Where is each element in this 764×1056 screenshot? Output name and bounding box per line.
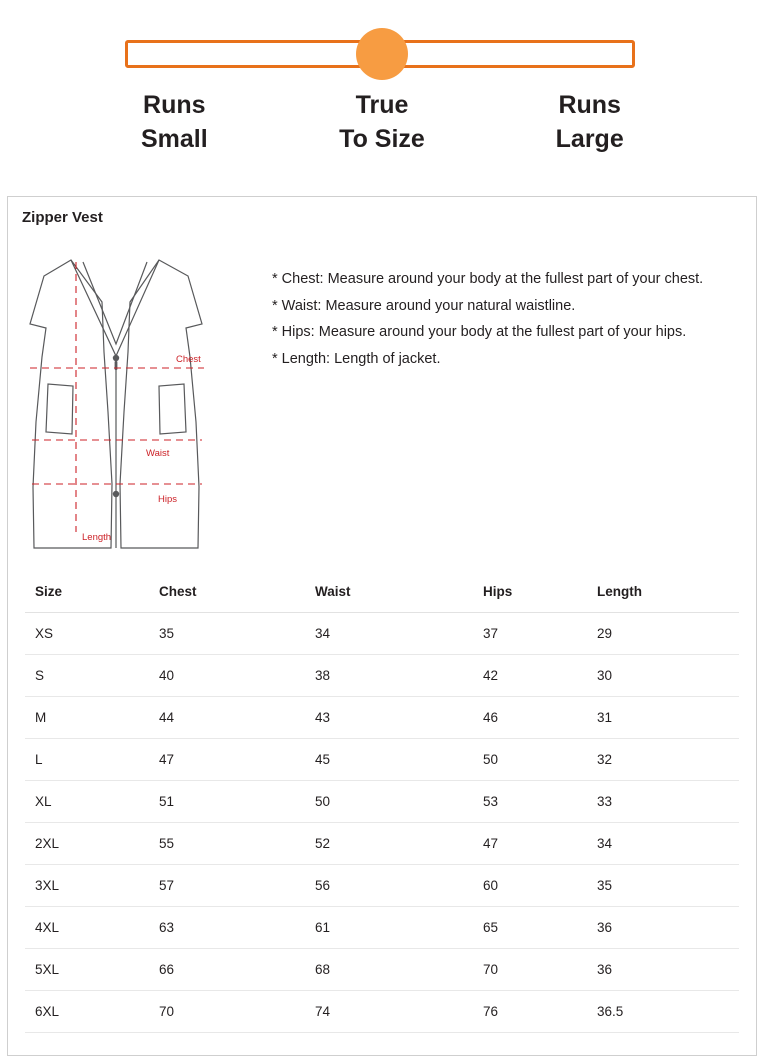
cell-chest: 57 [149,865,305,907]
size-chart-card [7,196,757,1056]
table-row [25,781,739,823]
fit-slider-labels [72,88,692,156]
cell-chest: 63 [149,907,305,949]
size-chart-table [25,571,739,1033]
column-header-size: Size [25,571,149,613]
cell-hips: 65 [473,907,587,949]
diagram-label-length: Length [82,532,112,543]
cell-hips: 50 [473,739,587,781]
table-row [25,823,739,865]
cell-length: 36 [587,949,739,991]
cell-chest: 47 [149,739,305,781]
cell-size: 5XL [25,949,149,991]
cell-chest: 55 [149,823,305,865]
cell-size: 2XL [25,823,149,865]
cell-hips: 53 [473,781,587,823]
cell-length: 30 [587,655,739,697]
note-length: * Length: Length of jacket. [272,350,441,367]
fit-label-runs-large-line2: Large [555,125,624,153]
fit-label-runs-small-line1: Runs [143,91,206,119]
fit-label-runs-small [72,88,277,156]
fit-label-runs-large-line1: Runs [558,91,621,119]
table-row [25,613,739,655]
cell-waist: 68 [305,949,473,991]
cell-waist: 74 [305,991,473,1033]
cell-length: 34 [587,823,739,865]
cell-hips: 37 [473,613,587,655]
cell-waist: 52 [305,823,473,865]
cell-size: S [25,655,149,697]
cell-waist: 50 [305,781,473,823]
table-row [25,697,739,739]
size-chart-body [25,613,739,1033]
table-header-row [25,571,739,613]
diagram-label-waist: Waist [146,448,170,459]
cell-size: 3XL [25,865,149,907]
table-row [25,865,739,907]
fit-label-runs-large [487,88,692,156]
vest-measurement-diagram [16,232,256,552]
cell-waist: 34 [305,613,473,655]
cell-hips: 76 [473,991,587,1033]
cell-waist: 45 [305,739,473,781]
column-header-waist: Waist [305,571,473,613]
cell-chest: 70 [149,991,305,1033]
diagram-wrapper [8,232,258,571]
cell-length: 36.5 [587,991,739,1033]
cell-chest: 35 [149,613,305,655]
table-row [25,907,739,949]
cell-length: 33 [587,781,739,823]
measurement-notes [258,232,756,571]
note-waist: * Waist: Measure around your natural waistline. [272,297,576,314]
cell-length: 32 [587,739,739,781]
cell-hips: 70 [473,949,587,991]
cell-size: M [25,697,149,739]
table-row [25,949,739,991]
cell-waist: 61 [305,907,473,949]
column-header-length: Length [587,571,739,613]
note-chest: * Chest: Measure around your body at the fullest part of your chest. [272,271,704,287]
card-title: Zipper Vest [22,209,103,226]
cell-waist: 38 [305,655,473,697]
cell-hips: 47 [473,823,587,865]
table-row [25,991,739,1033]
cell-hips: 60 [473,865,587,907]
fit-label-true-to-size-line1: True [355,91,409,119]
cell-length: 35 [587,865,739,907]
cell-length: 29 [587,613,739,655]
table-row [25,655,739,697]
column-header-chest: Chest [149,571,305,613]
fit-label-true-to-size-line2: To Size [339,125,425,153]
cell-size: XS [25,613,149,655]
cell-chest: 40 [149,655,305,697]
cell-size: XL [25,781,149,823]
fit-scale [0,0,764,156]
column-header-hips: Hips [473,571,587,613]
cell-size: 4XL [25,907,149,949]
note-hips: * Hips: Measure around your body at the fullest part of your hips. [272,324,687,341]
diagram-label-chest: Chest [176,354,201,365]
cell-chest: 66 [149,949,305,991]
cell-length: 36 [587,907,739,949]
cell-size: 6XL [25,991,149,1033]
diagram-label-hips: Hips [158,494,178,505]
cell-waist: 43 [305,697,473,739]
fit-slider[interactable] [125,32,639,76]
card-top-area [8,226,756,571]
cell-chest: 51 [149,781,305,823]
cell-hips: 46 [473,697,587,739]
fit-label-true-to-size [280,88,485,156]
table-row [25,739,739,781]
cell-chest: 44 [149,697,305,739]
cell-waist: 56 [305,865,473,907]
cell-length: 31 [587,697,739,739]
fit-label-runs-small-line2: Small [140,125,208,153]
cell-hips: 42 [473,655,587,697]
cell-size: L [25,739,149,781]
fit-slider-knob[interactable] [356,28,408,80]
